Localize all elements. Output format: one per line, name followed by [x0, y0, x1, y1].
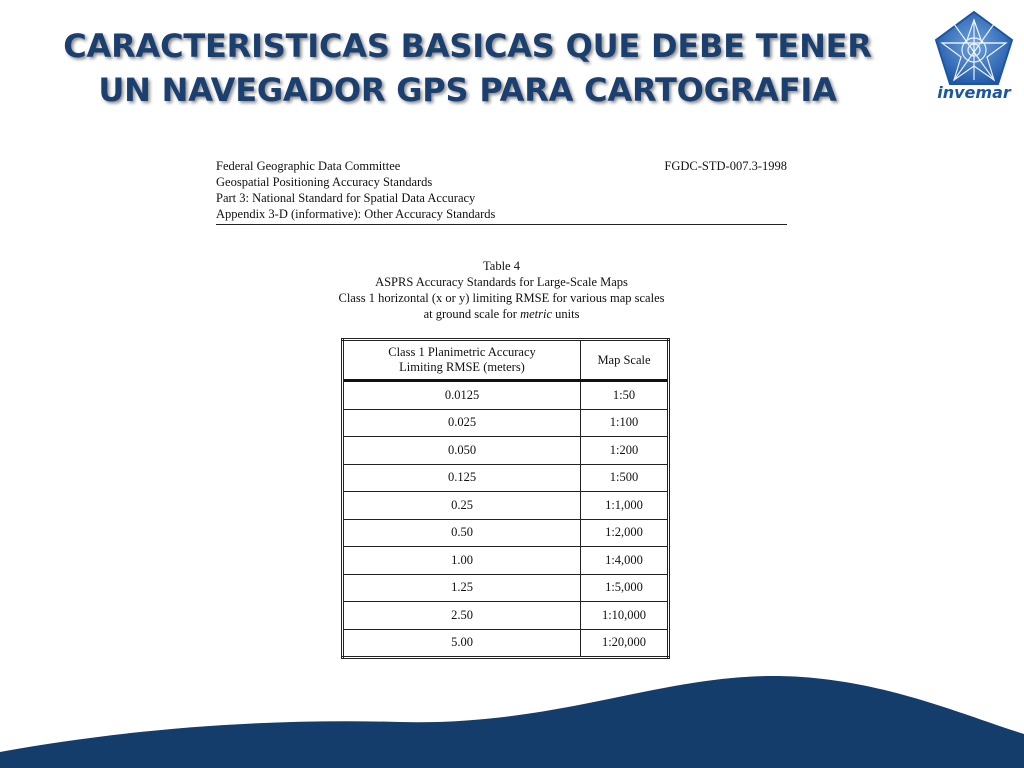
table-row: [343, 519, 669, 547]
table-row: [343, 629, 669, 658]
header-rmse-line-1: Class 1 Planimetric Accuracy: [388, 345, 536, 359]
rmse-cell: 0.050: [343, 437, 581, 465]
wave-shape: [0, 676, 1024, 768]
rmse-cell: 0.0125: [343, 381, 581, 410]
map-scale-cell: 1:4,000: [581, 547, 669, 575]
rmse-cell: 5.00: [343, 629, 581, 658]
rmse-cell: 0.50: [343, 519, 581, 547]
caption-line: ASPRS Accuracy Standards for Large-Scale Maps: [375, 275, 628, 289]
map-scale-cell: 1:200: [581, 437, 669, 465]
table-row: [343, 464, 669, 492]
table-row: [343, 492, 669, 520]
caption-emphasis: metric: [520, 307, 552, 321]
map-scale-cell: 1:500: [581, 464, 669, 492]
map-scale-cell: 1:1,000: [581, 492, 669, 520]
map-scale-cell: 1:50: [581, 381, 669, 410]
table-number: Table 4: [483, 259, 520, 273]
slide-title-line-2: UN NAVEGADOR GPS PARA CARTOGRAFIA: [98, 71, 837, 109]
logo-wordmark: invemar: [937, 83, 1011, 102]
caption-line: [216, 306, 787, 322]
rmse-cell: 0.025: [343, 409, 581, 437]
table-row: [343, 437, 669, 465]
map-scale-cell: 1:2,000: [581, 519, 669, 547]
document-header: [216, 158, 787, 225]
rmse-cell: 2.50: [343, 602, 581, 630]
invemar-logo: [932, 10, 1016, 104]
table-row: [343, 602, 669, 630]
map-scale-cell: 1:100: [581, 409, 669, 437]
table-row: [343, 547, 669, 575]
table-row: [343, 574, 669, 602]
caption-line: Class 1 horizontal (x or y) limiting RMSE for various map scales: [338, 291, 665, 305]
slide-title: [0, 24, 935, 112]
slide-title-line-1: CARACTERISTICAS BASICAS QUE DEBE TENER: [63, 27, 872, 65]
header-rmse-line-2: Limiting RMSE (meters): [399, 360, 525, 374]
rmse-cell: 1.25: [343, 574, 581, 602]
standard-id: FGDC-STD-007.3-1998: [664, 159, 787, 173]
header-line: Part 3: National Standard for Spatial Data Accuracy: [216, 191, 476, 205]
map-scale-cell: 1:20,000: [581, 629, 669, 658]
table-caption: [216, 258, 787, 322]
map-scale-cell: 1:5,000: [581, 574, 669, 602]
rmse-cell: 0.25: [343, 492, 581, 520]
header-line: Geospatial Positioning Accuracy Standards: [216, 175, 433, 189]
map-scale-cell: 1:10,000: [581, 602, 669, 630]
rmse-cell: 0.125: [343, 464, 581, 492]
header-line: Appendix 3-D (informative): Other Accuracy Standards: [216, 207, 496, 221]
table-row: [343, 381, 669, 410]
caption-text: units: [552, 307, 580, 321]
table-row: [343, 409, 669, 437]
header-map-scale: Map Scale: [581, 340, 669, 381]
pentagon-star-logo-icon: [932, 10, 1016, 86]
header-rmse: [343, 340, 581, 381]
accuracy-table: [341, 338, 670, 659]
table-header-row: [343, 340, 669, 381]
rmse-cell: 1.00: [343, 547, 581, 575]
decorative-wave: [0, 660, 1024, 768]
header-line: Federal Geographic Data Committee: [216, 159, 401, 173]
caption-text: at ground scale for: [423, 307, 521, 321]
